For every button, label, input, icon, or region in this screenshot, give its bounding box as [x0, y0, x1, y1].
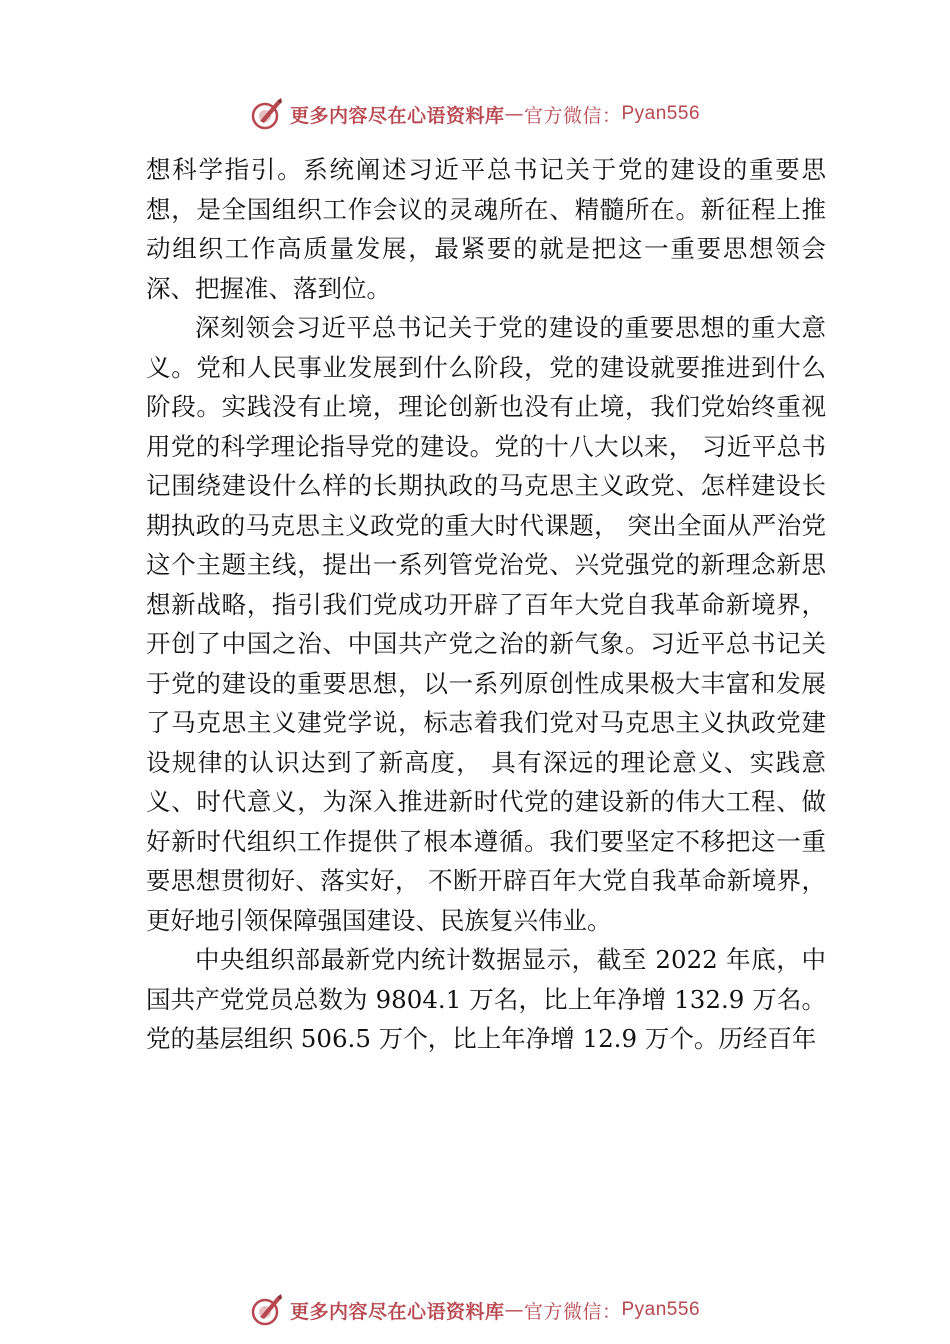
- quill-pen-circle-icon: [250, 1293, 284, 1327]
- footer-account-label: 官方微信：: [523, 1300, 622, 1323]
- quill-pen-circle-icon: [250, 97, 284, 131]
- header-brand-text: 更多内容尽在心语资料库: [289, 104, 505, 127]
- header-account-id: Pyan556: [621, 103, 701, 124]
- paragraph-significance: 深刻领会习近平总书记关于党的建设的重要思想的重大意义。党和人民事业发展到什么阶段，党的建设就要推进到什么阶段。实践没有止境，理论创新也没有止境，我们党始终重视用党的科学理论指导党的建设。党的十八大以来， 习近平总书记围绕建设什么样的长期执政的马克思主义政党、怎样建设长期执政的马克思主义政党的重大时代课题， 突出全面从严治党这个主题主线，提出一系列管党治党、兴党强党的新理念新思想新战略，指引我们党成功开辟了百年大党自我革命新境界，开创了中国之治、中国共产党之治的新气象。习近平总书记关于党的建设的重要思想，以一系列原创性成果极大丰富和发展了马克思主义建党学说，标志着我们党对马克思主义执政党建设规律的认识达到了新高度， 具有深远的理论意义、实践意义、时代意义，为深入推进新时代党的建设新的伟大工程、做好新时代组织工作提供了根本遵循。我们要坚定不移把这一重要思想贯彻好、落实好， 不断开辟百年大党自我革命新境界，更好地引领保障强国建设、民族复兴伟业。: [146, 313, 826, 935]
- footer-banner: [0, 1290, 950, 1330]
- header-banner: [0, 94, 950, 134]
- header-account-label: 官方微信：: [523, 104, 622, 127]
- document-body: [146, 150, 826, 1059]
- footer-brand-text: 更多内容尽在心语资料库: [289, 1300, 505, 1323]
- footer-account-id: Pyan556: [621, 1299, 701, 1320]
- header-separator: —: [504, 103, 524, 125]
- footer-separator: —: [504, 1299, 524, 1321]
- paragraph-continuation: 想科学指引。系统阐述习近平总书记关于党的建设的重要思想，是全国组织工作会议的灵魂所在、精髓所在。新征程上推动组织工作高质量发展，最紧要的就是把这一重要思想领会深、把握准、落到位。: [146, 155, 826, 303]
- paragraph-statistics: 中央组织部最新党内统计数据显示，截至 2022 年底，中国共产党党员总数为 9804.1 万名，比上年净增 132.9 万名。党的基层组织 506.5 万个，比上年净增 12.9 万个。历经百年: [146, 945, 826, 1053]
